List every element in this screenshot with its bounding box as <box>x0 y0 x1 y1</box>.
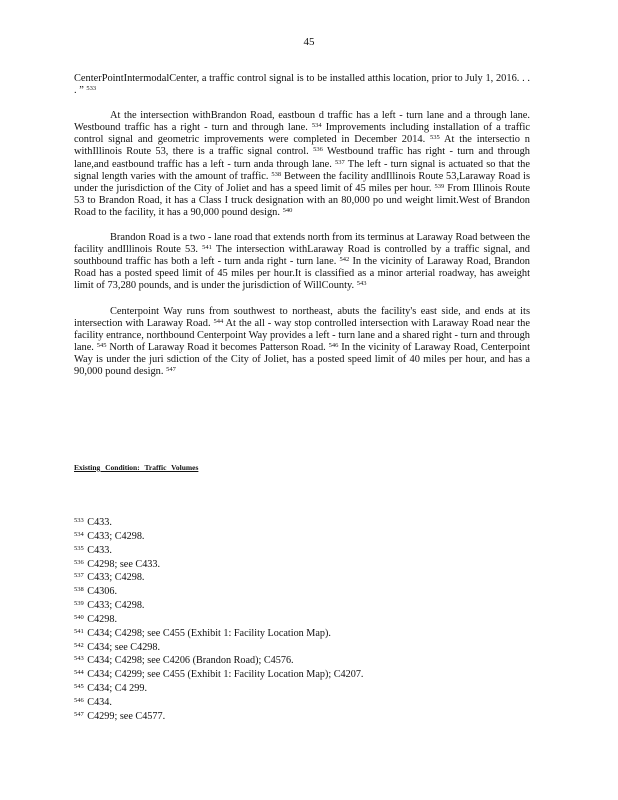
footnote-text: C433; C4298. <box>84 600 145 612</box>
footnote-ref: 537 <box>335 158 345 166</box>
footnote-ref: 546 <box>328 341 339 349</box>
paragraph-2 <box>74 110 530 219</box>
footnote-ref: 536 <box>313 146 323 154</box>
footnote-ref: 539 <box>434 182 445 190</box>
footnote-number: 544 <box>74 669 84 677</box>
paragraph-text: Brandon Road is a two - lane road that extends north from its terminus at Laraway Road between the facility andIllinois Route 53. <box>74 232 530 256</box>
footnote-ref: 538 <box>271 170 282 178</box>
body-text <box>74 73 530 391</box>
section-subheading: Existing Condition: Traffic Volumes <box>74 463 199 472</box>
paragraph-1 <box>74 73 530 97</box>
paragraph-text: The intersection withLaraway Road is controlled by a traffic signal, and southbound traffic has both a left - turn anda right - turn lane. <box>74 244 530 268</box>
footnote-ref: 541 <box>202 244 212 252</box>
footnote-item <box>74 681 514 695</box>
footnote-item <box>74 570 514 584</box>
footnote-text: C434; C4298; see C455 (Exhibit 1: Facility Location Map). <box>84 627 331 639</box>
footnote-number: 547 <box>74 710 84 718</box>
footnote-ref: 543 <box>356 280 367 288</box>
footnote-item <box>74 543 514 557</box>
footnote-item <box>74 598 514 612</box>
footnote-number: 542 <box>74 641 84 649</box>
footnote-number: 543 <box>74 655 84 663</box>
footnote-text: C434; C4299; see C455 (Exhibit 1: Facility Location Map); C4207. <box>84 669 364 681</box>
footnote-text: C4298; see C433. <box>84 558 161 570</box>
footnote-ref: 542 <box>339 256 350 264</box>
footnote-item <box>74 626 514 640</box>
footnote-item <box>74 515 514 529</box>
footnote-number: 540 <box>74 613 84 621</box>
footnote-number: 537 <box>74 572 84 580</box>
footnote-ref: 533 <box>86 85 97 93</box>
footnote-text: C4298. <box>84 613 118 625</box>
footnote-item <box>74 584 514 598</box>
footnote-number: 533 <box>74 517 84 524</box>
footnote-text: C433; C4298. <box>84 530 145 542</box>
footnote-item <box>74 709 514 723</box>
footnote-text: C434. <box>84 696 112 708</box>
footnote-text: C4306. <box>84 586 118 598</box>
paragraph-text: Westbound traffic has right - turn and through lane,and eastbound traffic has a left - turn anda through lane. <box>74 146 530 170</box>
paragraph-text: At the intersectio n withIllinois Route 53, there is a traffic signal control. <box>74 134 530 158</box>
paragraph-text: In the vicinity of Laraway Road, Centerpoint Way is under the juri sdiction of the City of Joliet, has a posted speed limit of 40 miles per hour, and has a 90,000 pound design. <box>74 341 530 377</box>
footnote-text: C434; C4 299. <box>84 683 148 695</box>
footnote-text: C434; see C4298. <box>84 641 161 653</box>
paragraph-text: The left - turn signal is actuated so that the signal length varies with the amount of traffic. <box>74 158 530 182</box>
footnote-text: C434; C4298; see C4206 (Brandon Road); C4576. <box>84 655 294 667</box>
page-number: 45 <box>303 36 315 48</box>
footnotes <box>74 515 514 723</box>
footnote-item <box>74 529 514 543</box>
footnote-ref: 547 <box>166 365 176 373</box>
footnote-number: 539 <box>74 600 84 608</box>
footnote-number: 546 <box>74 696 84 704</box>
paragraph-text: At the intersection withBrandon Road, eastboun d traffic has a left - turn lane and a through lane. Westbound traffic has a right - turn and through lane. <box>74 110 530 134</box>
footnote-number: 538 <box>74 586 84 594</box>
footnote-item <box>74 653 514 667</box>
footnote-text: C433. <box>84 517 112 528</box>
paragraph-3 <box>74 232 530 292</box>
footnote-number: 541 <box>74 627 84 635</box>
footnote-number: 534 <box>74 530 84 538</box>
footnote-text: C433. <box>84 544 112 556</box>
paragraph-4 <box>74 306 530 379</box>
footnote-item <box>74 557 514 571</box>
paragraph-text: At the all - way stop controlled intersection with Laraway Road near the facility entrance, northbound Centerpoint Way provides a left - turn lane and a shared right - turn and through lane. <box>74 317 530 353</box>
paragraph-text: In the vicinity of Laraway Road, Brandon Road has a posted speed limit of 45 miles per hour.It is classified as a minor arterial roadway, has aweight limit of 73,280 pounds, and is under the jurisdiction of WillCounty. <box>74 256 530 292</box>
paragraph-text: CenterPointIntermodalCenter, a traffic control signal is to be installed atthis location, prior to July 1, 2016. . . . ” <box>74 73 530 97</box>
paragraph-text: Centerpoint Way runs from southwest to northeast, abuts the facility's east side, and ends at its intersection with Laraway Road. <box>74 305 530 329</box>
footnote-number: 545 <box>74 683 84 691</box>
footnote-ref: 535 <box>430 134 440 142</box>
footnote-item <box>74 667 514 681</box>
footnote-ref: 534 <box>311 122 322 130</box>
footnote-ref: 544 <box>213 317 224 325</box>
paragraph-text: Between the facility andIllinois Route 53,Laraway Road is under the jurisdiction of the City of Joliet and has a speed limit of 45 miles per hour. <box>74 170 530 194</box>
paragraph-text: North of Laraway Road it becomes Patterson Road. <box>106 341 329 353</box>
footnote-item <box>74 612 514 626</box>
footnote-ref: 540 <box>282 206 293 214</box>
footnote-number: 536 <box>74 558 84 566</box>
footnote-text: C433; C4298. <box>84 572 145 584</box>
footnote-text: C4299; see C4577. <box>84 710 166 722</box>
footnote-item <box>74 640 514 654</box>
paragraph-text: From Illinois Route 53 to Brandon Road, it has a Class I truck designation with an 80,000 po und weight limit.West of Brandon Road to the facility, it has a 90,000 pound design. <box>74 182 530 218</box>
footnote-number: 535 <box>74 544 84 552</box>
footnote-ref: 545 <box>96 341 107 349</box>
footnote-item <box>74 695 514 709</box>
paragraph-text: Improvements including installation of a traffic control signal and geometric improvements were completed in December 2014. <box>74 122 530 146</box>
